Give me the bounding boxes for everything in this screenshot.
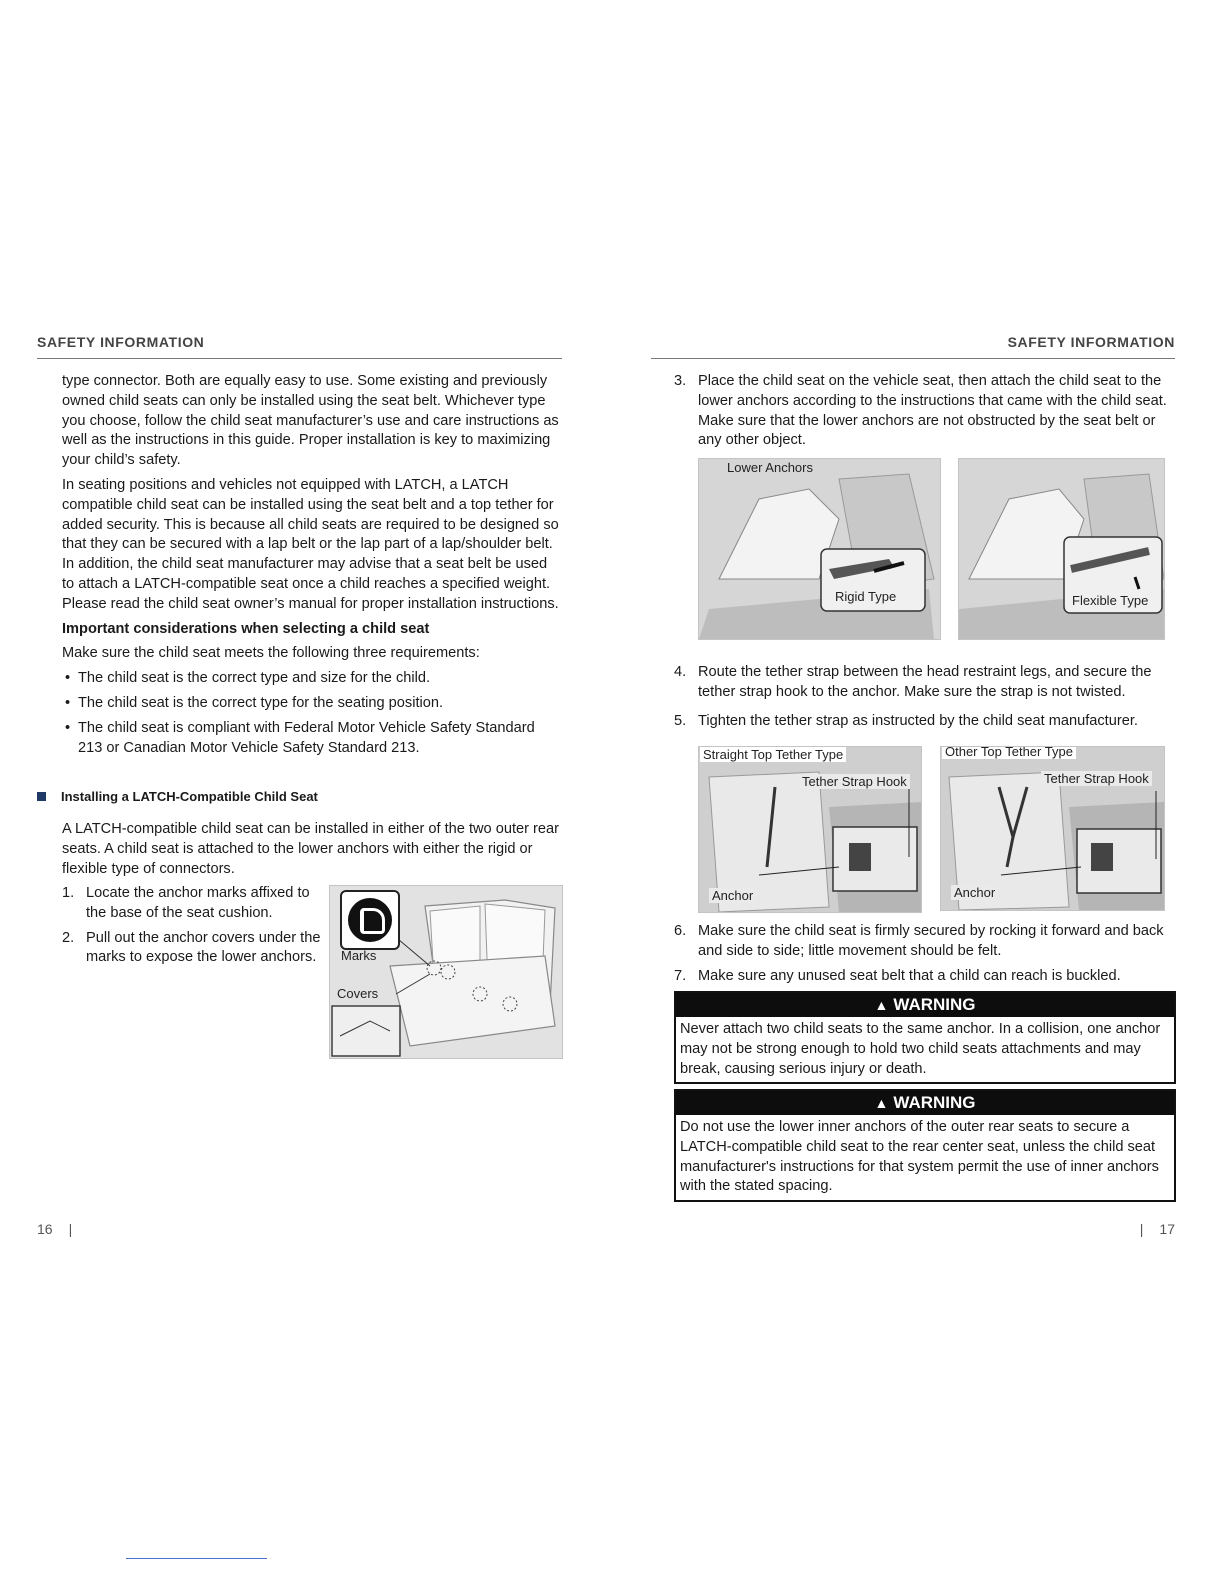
tether-strap-hook-label: Tether Strap Hook <box>1041 771 1152 786</box>
warning-box-1 <box>674 991 1176 1084</box>
step-item <box>674 922 1174 962</box>
step-number: 1. <box>62 885 75 901</box>
step-number: 3. <box>674 373 687 389</box>
paragraph-1: type connector. Both are equally easy to use. Some existing and previously owned child seats can only be installed using the seat belt. Whichever type you choose, follow the child seat manufacturer’s use and care instructions as well as the instructions in this guide. Proper installation is key to maximizing your child’s safety. <box>62 373 559 469</box>
left-page-number: 16 | <box>37 1221 73 1237</box>
warning-text: Do not use the lower inner anchors of the outer rear seats to secure a LATCH-compatible child seat to the rear center seat, unless the child seat manufacturer's instructions for that system permit the use of inner anchors with the stated spacing. <box>680 1119 1159 1195</box>
step-item <box>674 967 1174 987</box>
other-tether-figure <box>940 746 1165 911</box>
step-item <box>674 712 1174 732</box>
left-header-rule <box>37 358 562 359</box>
other-tether-title: Other Top Tether Type <box>942 746 1076 759</box>
anchor-label: Anchor <box>709 888 756 903</box>
flexible-anchor-illustration <box>959 459 1164 639</box>
step-text: Tighten the tether strap as instructed by the child seat manufacturer. <box>698 712 1138 729</box>
section-paragraph: A LATCH-compatible child seat can be installed in either of the two outer rear seats. A child seat is attached to the lower anchors with either the rigid or flexible type of connectors. <box>62 821 559 877</box>
rigid-anchor-illustration <box>699 459 940 639</box>
left-body-top <box>62 372 562 758</box>
warning-box-2 <box>674 1089 1176 1202</box>
tether-strap-hook-label: Tether Strap Hook <box>799 774 910 789</box>
flexible-type-label: Flexible Type <box>1069 593 1151 608</box>
bullet-item: • The child seat is compliant with Federal Motor Vehicle Safety Standard 213 or Canadian Motor Vehicle Safety Standard 213. <box>62 719 562 759</box>
rigid-type-label: Rigid Type <box>832 589 899 604</box>
section-square-icon <box>37 792 46 801</box>
bottom-link-underline <box>126 1558 267 1559</box>
rigid-type-figure <box>698 458 941 640</box>
right-page-header: SAFETY INFORMATION <box>1007 334 1175 350</box>
step-text: Place the child seat on the vehicle seat, then attach the child seat to the lower anchors according to the instructions that came with the child seat. Make sure that the lower anchors are not obstructed by the seat belt or any other object. <box>698 373 1167 449</box>
step-item <box>674 663 1174 703</box>
warning-header: ▲ WARNING <box>676 993 1174 1017</box>
covers-label: Covers <box>337 986 379 1001</box>
anchor-label: Anchor <box>951 885 998 900</box>
flexible-type-figure <box>958 458 1165 640</box>
step-text: Route the tether strap between the head restraint legs, and secure the tether strap hook to the anchor. Make sure the strap is not twisted. <box>698 664 1152 700</box>
step-number: 5. <box>674 712 687 729</box>
warning-text: Never attach two child seats to the same anchor. In a collision, one anchor may not be strong enough to hold two child seats attachments and may break, causing serious injury or death. <box>680 1021 1161 1077</box>
step-text: Pull out the anchor covers under the marks to expose the lower anchors. <box>86 929 321 966</box>
straight-tether-title: Straight Top Tether Type <box>700 747 846 762</box>
step-text: Make sure the child seat is firmly secured by rocking it forward and back and side to side; little movement should be felt. <box>698 923 1164 959</box>
right-header-rule <box>651 358 1175 359</box>
section-title: Installing a LATCH-Compatible Child Seat <box>61 789 318 804</box>
paragraph-2: In seating positions and vehicles not equipped with LATCH, a LATCH compatible child seat can be installed using the seat belt and a top tether for added security. This is because all child seats are required to be designed so that they can be secured with a lap belt or the lap part of a lap/shoulder belt. In addition, the child seat manufacturer may advise that a seat belt be used to attach a LATCH-compatible seat once a child reaches a specified weight. Please read the child seat owner’s manual for proper installation instructions. <box>62 476 559 612</box>
step-text: Make sure any unused seat belt that a child can reach is buckled. <box>698 967 1121 984</box>
important-heading: Important considerations when selecting a child seat <box>62 620 430 637</box>
warning-header: ▲ WARNING <box>676 1091 1174 1115</box>
step-number: 6. <box>674 923 687 939</box>
step-item <box>62 884 322 924</box>
requirements-intro: Make sure the child seat meets the following three requirements: <box>62 645 480 662</box>
section-paragraph-block <box>62 820 562 879</box>
right-steps-bottom <box>674 922 1174 986</box>
latch-symbol-box <box>340 890 400 950</box>
right-page <box>612 0 1224 1584</box>
bullet-item: • The child seat is the correct type for the seating position. <box>62 694 562 714</box>
step-number: 2. <box>62 929 75 946</box>
step-text: Locate the anchor marks affixed to the base of the seat cushion. <box>86 885 310 921</box>
warning-triangle-icon: ▲ <box>874 997 889 1013</box>
anchor-marks-figure <box>329 885 563 1059</box>
straight-tether-figure <box>698 746 922 913</box>
left-page-header: SAFETY INFORMATION <box>37 334 205 350</box>
left-steps <box>62 884 322 968</box>
step-item <box>62 929 322 969</box>
right-page-number: | 17 <box>1139 1221 1175 1237</box>
warning-triangle-icon: ▲ <box>874 1095 889 1111</box>
right-steps-top <box>674 372 1174 451</box>
lower-anchors-label: Lower Anchors <box>727 460 813 475</box>
marks-label: Marks <box>341 948 377 963</box>
section-heading <box>37 789 318 804</box>
step-number: 4. <box>674 664 687 680</box>
step-number: 7. <box>674 967 687 984</box>
bullet-item: • The child seat is the correct type and size for the child. <box>62 669 562 689</box>
step-item <box>674 372 1174 451</box>
right-steps-mid <box>674 663 1174 731</box>
